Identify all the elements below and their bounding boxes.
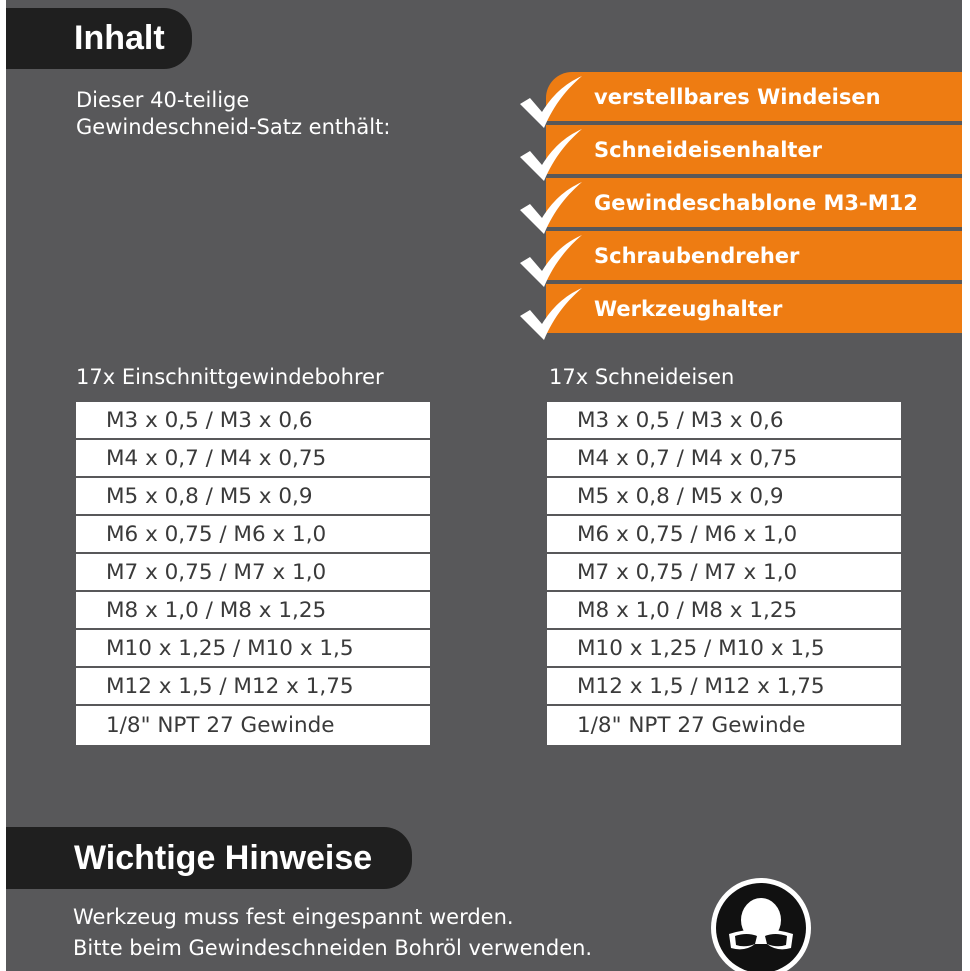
contents-heading (6, 8, 192, 69)
intro-text (76, 87, 390, 141)
dies-table-row: 1/8" NPT 27 Gewinde (577, 713, 806, 738)
dies-table-row: M8 x 1,0 / M8 x 1,25 (547, 592, 901, 630)
contents-item (516, 125, 962, 174)
contents-item-bar (546, 231, 962, 280)
dies-table-row: M3 x 0,5 / M3 x 0,6 (547, 402, 901, 440)
contents-item-label: Schneideisenhalter (594, 137, 823, 162)
contents-heading-label: Inhalt (74, 19, 165, 57)
contents-item (516, 284, 962, 333)
dies-table-row: M12 x 1,5 / M12 x 1,75 (547, 668, 901, 706)
taps-table (76, 402, 430, 745)
contents-item-bar (546, 284, 962, 333)
notes-heading (6, 827, 412, 889)
safety-goggles-icon (709, 876, 813, 971)
contents-item-bar (546, 72, 962, 121)
contents-item-label: Schraubendreher (594, 243, 800, 268)
dies-table-row: M5 x 0,8 / M5 x 0,9 (547, 478, 901, 516)
dies-table-title: 17x Schneideisen (549, 365, 735, 389)
contents-item-label: Werkzeughalter (594, 296, 783, 321)
dies-table-row: M10 x 1,25 / M10 x 1,5 (547, 630, 901, 668)
dies-table (547, 402, 901, 745)
checkmark-icon (516, 286, 586, 342)
intro-line-1: Dieser 40-teilige (76, 88, 250, 112)
taps-table-row: M4 x 0,7 / M4 x 0,75 (76, 440, 430, 478)
dies-table-row: M7 x 0,75 / M7 x 1,0 (547, 554, 901, 592)
dies-table-row: M6 x 0,75 / M6 x 1,0 (547, 516, 901, 554)
checkmark-icon (516, 74, 586, 130)
notes-heading-label: Wichtige Hinweise (74, 838, 373, 877)
taps-table-row: M8 x 1,0 / M8 x 1,25 (76, 592, 430, 630)
contents-sheet (6, 0, 962, 971)
contents-item-label: verstellbares Windeisen (594, 84, 881, 109)
taps-table-row: M5 x 0,8 / M5 x 0,9 (76, 478, 430, 516)
contents-item-bar (546, 178, 962, 227)
contents-item (516, 72, 962, 121)
checkmark-icon (516, 127, 586, 183)
taps-table-row: M7 x 0,75 / M7 x 1,0 (76, 554, 430, 592)
contents-item-bar (546, 125, 962, 174)
contents-item (516, 231, 962, 280)
checkmark-icon (516, 233, 586, 289)
checkmark-icon (516, 180, 586, 236)
taps-table-row: 1/8" NPT 27 Gewinde (106, 713, 335, 738)
taps-table-row: M3 x 0,5 / M3 x 0,6 (76, 402, 430, 440)
notes-text (73, 902, 592, 964)
taps-table-title: 17x Einschnittgewindebohrer (76, 365, 384, 389)
notes-line-1: Werkzeug muss fest eingespannt werden. (73, 905, 514, 929)
contents-item (516, 178, 962, 227)
taps-table-row: M12 x 1,5 / M12 x 1,75 (76, 668, 430, 706)
taps-table-row: M6 x 0,75 / M6 x 1,0 (76, 516, 430, 554)
notes-line-2: Bitte beim Gewindeschneiden Bohröl verwenden. (73, 936, 593, 960)
contents-item-label: Gewindeschablone M3-M12 (594, 190, 918, 215)
taps-table-row: M10 x 1,25 / M10 x 1,5 (76, 630, 430, 668)
dies-table-row: M4 x 0,7 / M4 x 0,75 (547, 440, 901, 478)
intro-line-2: Gewindeschneid-Satz enthält: (76, 115, 391, 139)
